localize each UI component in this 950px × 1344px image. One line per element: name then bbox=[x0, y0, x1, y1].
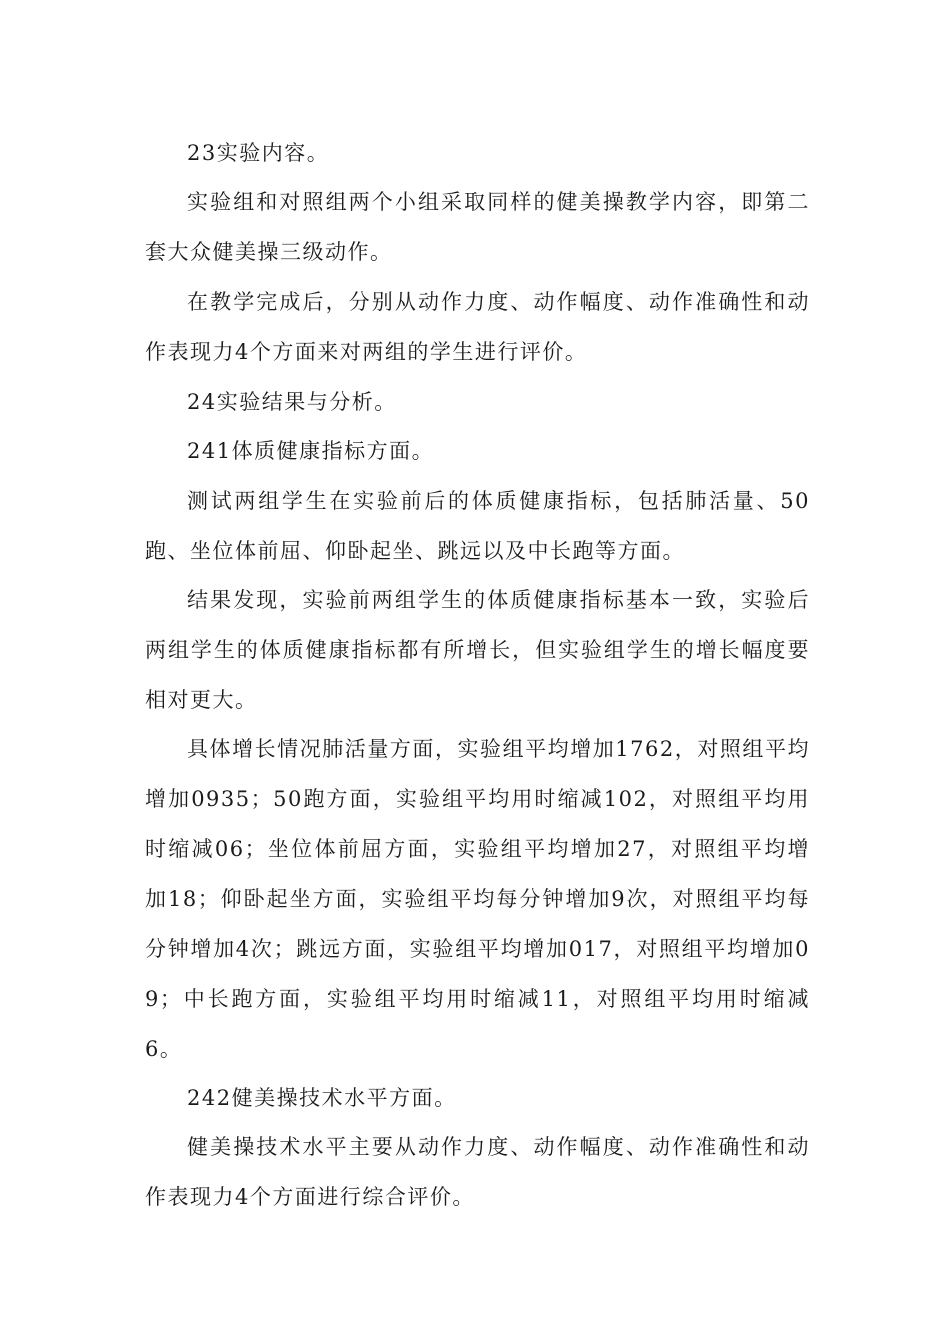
paragraph-technique-evaluation: 健美操技术水平主要从动作力度、动作幅度、动作准确性和动作表现力4个方面进行综合评价。 bbox=[145, 1135, 810, 1209]
section-heading-2-4-1: 241体质健康指标方面。 bbox=[187, 439, 435, 463]
paragraph-results-found: 结果发现，实验前两组学生的体质健康指标基本一致，实验后两组学生的体质健康指标都有所增长，但实验组学生的增长幅度要相对更大。 bbox=[145, 588, 810, 712]
paragraph-fitness-test: 测试两组学生在实验前后的体质健康指标，包括肺活量、50跑、坐位体前屈、仰卧起坐、跳远以及中长跑等方面。 bbox=[145, 489, 810, 563]
paragraph-evaluation-method: 在教学完成后，分别从动作力度、动作幅度、动作准确性和动作表现力4个方面来对两组的学生进行评价。 bbox=[145, 290, 810, 364]
section-heading-2-3: 23实验内容。 bbox=[187, 141, 330, 165]
paragraph-experiment-content: 实验组和对照组两个小组采取同样的健美操教学内容，即第二套大众健美操三级动作。 bbox=[145, 190, 810, 264]
section-heading-2-4-2: 242健美操技术水平方面。 bbox=[187, 1086, 457, 1110]
section-heading-2-4: 24实验结果与分析。 bbox=[187, 390, 397, 414]
paragraph-growth-details: 具体增长情况肺活量方面，实验组平均增加1762，对照组平均增加0935；50跑方面，实验组平均用时缩减102，对照组平均用时缩减06；坐位体前屈方面，实验组平均增加27，对照组平均增加18；仰卧起坐方面，实验组平均每分钟增加9次，对照组平均每分钟增加4次；跳远方面，实验组平均增加017，对照组平均增加09；中长跑方面，实验组平均用时缩减11，对照组平均用时缩减6。 bbox=[145, 737, 810, 1061]
